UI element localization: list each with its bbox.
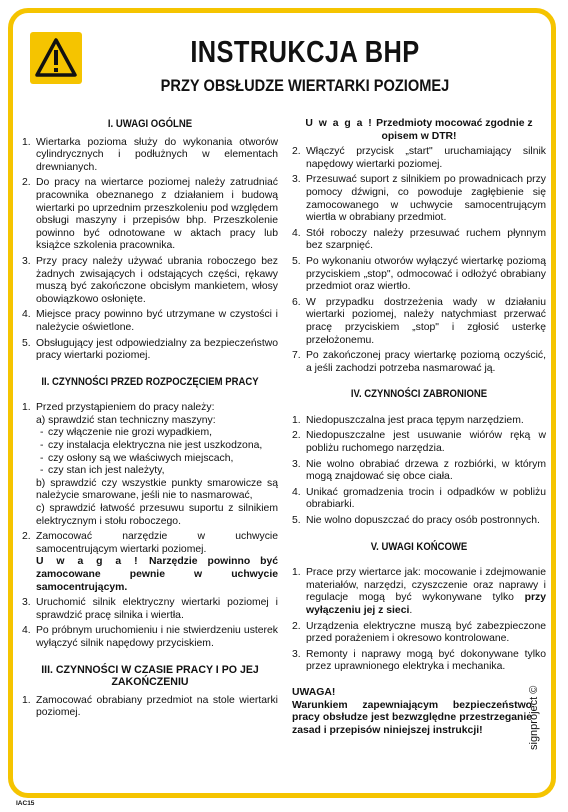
dash-item: - czy włączenie nie grozi wypadkiem, — [40, 427, 213, 439]
list-item: 1. Wiertarka pozioma służy do wykonania otworów cylindrycznych i podłużnych w elementach drewnianych. — [22, 136, 278, 173]
list-item: 4. Po próbnym uruchomieniu i nie stwierdzeniu usterek wyłączyć silnik napędowy przyciskiem. — [22, 625, 278, 649]
list-item: 3. Remonty i naprawy mogą być dokonywane tylko przez uprawnionego elektryka i mechanika. — [292, 648, 546, 673]
product-code: IAC15 — [16, 800, 35, 807]
list-item: 3. Nie wolno obrabiać drzewa z rozbiórki, w którym mogą znajdować się obce ciała. — [292, 458, 546, 483]
list-item: 1. Prace przy wiertarce jak: mocowanie i zdejmowanie materiałów, narzędzi, czyszczenie oraz naprawy i regulacje mogą być wykonywane tylko przy wyłączeniu jej z sieci. — [292, 567, 546, 616]
dash-item: - czy osłony są we właściwych miejscach, — [40, 452, 234, 464]
sub-item: b) sprawdzić czy wszystkie punkty smarowicze są należycie smarowane, jeśli nie to nasmarować, — [36, 477, 278, 502]
list-item: 1. Niedopuszczalna jest praca tępym narzędziem. — [292, 414, 524, 426]
list-item: 1. Przed przystąpieniem do pracy należy: — [22, 402, 215, 414]
list-item: 4. Miejsce pracy powinno być utrzymane w czystości i należycie oświetlone. — [22, 309, 278, 333]
warning-note: U w a g a ! Przedmioty mocować zgodnie z opisem w DTR! — [305, 118, 533, 142]
section-heading: I. UWAGI OGÓLNE — [107, 118, 193, 130]
section-heading: V. UWAGI KOŃCOWE — [370, 540, 468, 553]
dash-item: - czy instalacja elektryczna nie jest uszkodzona, — [40, 440, 263, 452]
section-heading: IV. CZYNNOŚCI ZABRONIONE — [350, 388, 488, 401]
list-item: 2. Zamocować narzędzie w uchwycie samocentrującym wiertarki poziomej. U w a g a ! Narzędzie powinno być zamocowane pewnie w uchwycie samocentrującym. — [22, 531, 279, 593]
list-item: 2. Włączyć przycisk „start" uruchamiający silnik napędowy wiertarki poziomej. — [292, 146, 546, 170]
section-heading: II. CZYNNOŚCI PRZED ROZPOCZĘCIEM PRACY — [41, 375, 259, 388]
list-item: 5. Nie wolno dopuszczać do pracy osób postronnych. — [292, 515, 540, 527]
list-item: 7. Po zakończonej pracy wiertarkę poziomą oczyścić, a jeśli zachodzi potrzeba nasmarować ją. — [292, 350, 546, 374]
list-item: 5. Obsługujący jest odpowiedzialny za bezpieczeństwo pracy wiertarki poziomej. — [22, 337, 278, 362]
list-item: 2. Do pracy na wiertarce poziomej należy zatrudniać pracownika obeznanego z działaniem i budową wiertarki po uprzednim przeszkoleniu pod względem obsługi maszyny i przepisów bhp. Przeszkolenie powinno być odnotowane w aktach pracy lub książce szkolenia pracownika. — [22, 177, 278, 252]
list-item: 3. Przy pracy należy używać ubrania roboczego bez żadnych zwisających i odstających części, rękawy muszą być zakończone obcisłym mankietem, włosy obowiązkowo osłonięte. — [22, 255, 278, 305]
brand-label: signproject © — [528, 685, 540, 750]
list-item: 2. Niedopuszczalne jest usuwanie wiórów ręką w pobliżu ruchomego narzędzia. — [292, 430, 546, 455]
list-item: 5. Po wykonaniu otworów wyłączyć wiertarkę poziomą przyciskiem „stop", odmocować i odłożyć obrabiany przedmiot oraz wiertło. — [292, 255, 546, 293]
list-item: 4. Stół roboczy należy przesuwać ruchem płynnym bez szarpnięć. — [292, 227, 546, 252]
page-subtitle: PRZY OBSŁUDZE WIERTARKI POZIOMEJ — [160, 76, 450, 95]
sub-item: a) sprawdzić stan techniczny maszyny: — [36, 414, 216, 426]
warning-triangle-icon — [30, 32, 82, 84]
final-warning-label: UWAGA! — [292, 686, 336, 698]
final-warning-text: Warunkiem zapewniającym bezpieczeństwo pracy obsłudze jest bezwzględne przestrzeganie zasad i przepisów niniejszej instrukcji! — [292, 699, 532, 736]
left-column — [22, 118, 278, 723]
page-title: INSTRUKCJA BHP — [190, 34, 420, 69]
list-item: 3. Uruchomić silnik elektryczny wiertarki poziomej i sprawdzić pracę silnika i wiertła. — [22, 597, 278, 621]
list-item: 1. Zamocować obrabiany przedmiot na stole wiertarki poziomej. — [22, 694, 278, 719]
section-heading: III. CZYNNOŚCI W CZASIE PRACY I PO JEJ ZAKOŃCZENIU — [41, 663, 259, 689]
list-item: 2. Urządzenia elektryczne muszą być zabezpieczone przed porażeniem i okresowo kontrolowane. — [292, 620, 546, 645]
list-item: 6. W przypadku dostrzeżenia wady w działaniu wiertarki poziomej, należy natychmiast przerwać pracę przyciskiem „stop" i zgłosić usterkę przełożonemu. — [292, 296, 546, 346]
sub-item: c) sprawdzić łatwość przesuwu suportu z silnikiem elektrycznym i stołu roboczego. — [36, 503, 278, 527]
list-item: 3. Przesuwać suport z silnikiem po prowadnicach przy pomocy dźwigni, co powoduje zagłębienie się zamocowanego w uchwycie samocentrującym wiertła w obrabiany przedmiot. — [292, 174, 546, 224]
dash-item: - czy stan ich jest należyty, — [40, 465, 165, 477]
list-item: 4. Unikać gromadzenia trocin i odpadków w pobliżu obrabiarki. — [292, 486, 546, 511]
right-column — [292, 118, 546, 737]
